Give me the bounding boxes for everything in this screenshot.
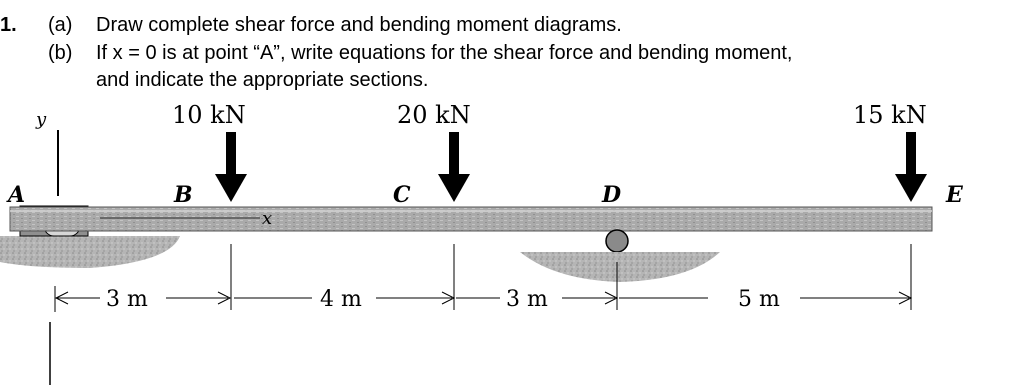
span-ab-label: 3 m — [106, 287, 148, 312]
point-d-label: D — [602, 182, 622, 208]
point-b-label: B — [174, 182, 193, 208]
problem-number: 1. — [0, 14, 17, 36]
point-c-label: C — [393, 182, 411, 208]
span-cd-label: 3 m — [506, 287, 548, 312]
x-axis-label: x — [262, 208, 273, 229]
load-e-label: 15 kN — [853, 101, 927, 129]
point-e-label: E — [946, 182, 963, 208]
load-c-arrow-icon — [438, 132, 470, 202]
ground-support-d — [520, 252, 720, 282]
roller-support-d — [606, 230, 628, 252]
load-c-label: 20 kN — [397, 101, 471, 129]
load-b-label: 10 kN — [172, 101, 246, 129]
dimension-line — [56, 292, 911, 304]
ground-support-a — [0, 236, 180, 268]
part-a-text: Draw complete shear force and bending moment diagrams. — [96, 14, 622, 36]
y-axis-label: y — [36, 109, 47, 130]
span-de-label: 5 m — [738, 287, 780, 312]
part-b-text-continued: and indicate the appropriate sections. — [96, 69, 429, 91]
point-a-label: A — [8, 182, 26, 208]
part-b-label: (b) — [48, 42, 73, 64]
part-a-label: (a) — [48, 14, 73, 36]
load-b-arrow-icon — [215, 132, 247, 202]
load-e-arrow-icon — [895, 132, 927, 202]
span-bc-label: 4 m — [320, 287, 362, 312]
part-b-text: If x = 0 is at point “A”, write equations for the shear force and bending moment, — [96, 42, 793, 64]
